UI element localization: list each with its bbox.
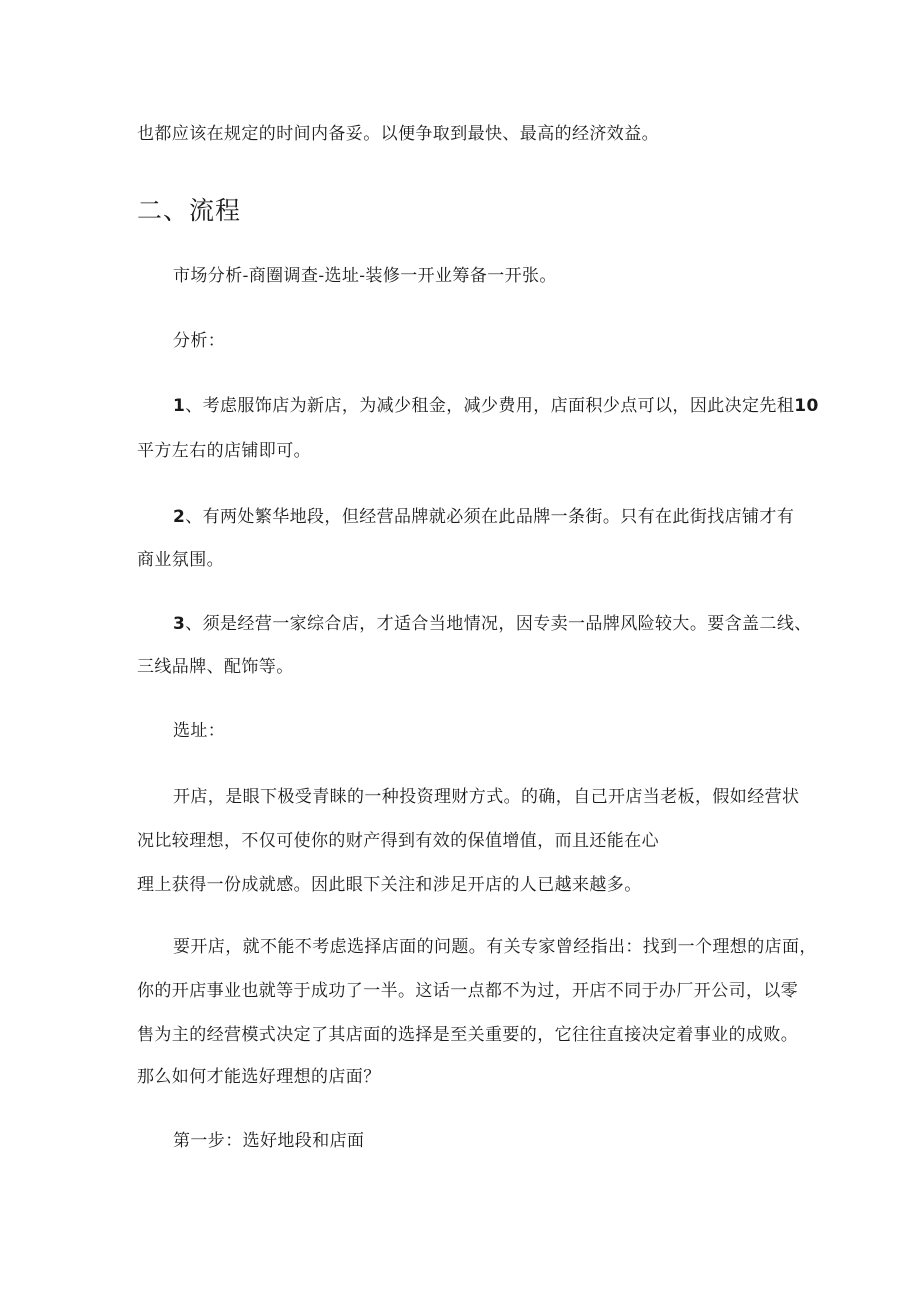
para-2-line-4: 那么如何才能选好理想的店面？ <box>137 1067 381 1087</box>
section-heading: 二、流程 <box>137 196 242 225</box>
site-label: 选址： <box>173 721 226 741</box>
item-1-number: 1 <box>173 396 186 416</box>
item-2-line-1 <box>173 507 794 527</box>
step-1-heading: 第一步：选好地段和店面 <box>173 1131 365 1151</box>
item-1-text: 、考虑服饰店为新店，为减少租金，减少费用，店面积少点可以，因此决定先租 <box>185 396 795 416</box>
item-1-line-2: 平方左右的店铺即可。 <box>137 441 311 461</box>
item-3-line-2: 三线品牌、配饰等。 <box>137 657 294 677</box>
para-2-line-3: 售为主的经营模式决定了其店面的选择是至关重要的，它往往直接决定着事业的成败。 <box>137 1025 799 1045</box>
process-line: 市场分析-商圈调查-选址-装修一开业筹备一开张。 <box>173 266 557 286</box>
para-1-line-2: 况比较理想，不仅可使你的财产得到有效的保值增值，而且还能在心 <box>137 831 659 851</box>
item-3-text: 、须是经营一家综合店，才适合当地情况，因专卖一品牌风险较大。要含盖二线、 <box>185 614 812 634</box>
para-1-line-3: 理上获得一份成就感。因此眼下关注和涉足开店的人已越来越多。 <box>137 875 642 895</box>
intro-line: 也都应该在规定的时间内备妥。以便争取到最快、最高的经济效益。 <box>137 124 659 144</box>
item-2-number: 2 <box>173 507 186 527</box>
para-2-line-2: 你的开店事业也就等于成功了一半。这话一点都不为过，开店不同于办厂开公司，以零 <box>137 981 799 1001</box>
item-1-line-1 <box>173 396 819 416</box>
item-2-line-2: 商业氛围。 <box>137 550 224 570</box>
item-1-number-tail: 10 <box>794 396 819 416</box>
item-3-line-1 <box>173 614 812 634</box>
para-1-line-1: 开店，是眼下极受青睐的一种投资理财方式。的确，自己开店当老板，假如经营状 <box>173 787 800 807</box>
analysis-label: 分析： <box>173 331 226 351</box>
para-2-line-1: 要开店，就不能不考虑选择店面的问题。有关专家曾经指出：找到一个理想的店面， <box>173 937 817 957</box>
item-3-number: 3 <box>173 614 186 634</box>
item-2-text: 、有两处繁华地段，但经营品牌就必须在此品牌一条街。只有在此街找店铺才有 <box>185 507 795 527</box>
